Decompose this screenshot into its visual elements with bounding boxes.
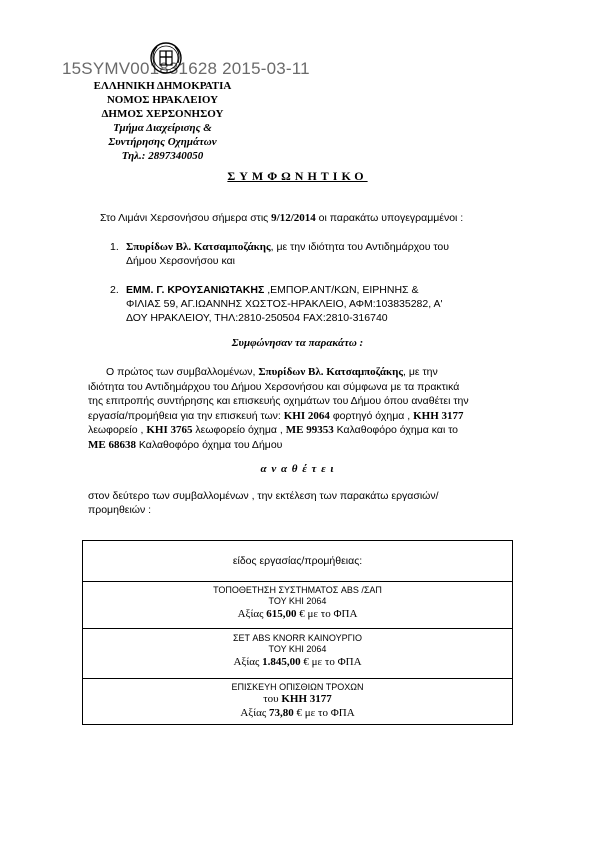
- letterhead: [60, 79, 265, 163]
- value-suffix: € με το ΦΠΑ: [293, 707, 355, 719]
- vehicle-plate: ΜΕ 68638: [88, 438, 136, 451]
- header-phone: Τηλ.: 2897340050: [121, 150, 204, 162]
- vehicle-plate: ΚΗΙ 3765: [146, 424, 193, 436]
- intro-text: Στο Λιμάνι Χερσονήσου σήμερα στις: [100, 212, 272, 224]
- value-amount: 1.845,00: [262, 656, 301, 668]
- header-department-2: Συντήρησης Οχημάτων: [108, 136, 217, 148]
- body-text: , με την: [402, 366, 438, 378]
- party-1-line2: Δήμου Χερσονήσου και: [126, 255, 235, 267]
- party-2-details: ,ΕΜΠΟΡ.ΑΝΤ/ΚΩΝ, ΕΙΡΗΝΗΣ &: [264, 284, 419, 296]
- body-line-3: της επιτροπής συντήρησης και επισκευής οχημάτων του Δήμου όπου αναθέτει την: [88, 395, 469, 407]
- value-suffix: € με το ΦΠΑ: [296, 608, 358, 620]
- body-line-5: [88, 423, 508, 438]
- header-prefecture: ΝΟΜΟΣ ΗΡΑΚΛΕΙΟΥ: [106, 94, 219, 106]
- item-vehicle: ΤΟΥ ΚΗΙ 2064: [268, 644, 327, 654]
- body-text: Καλαθοφόρο όχημα και το: [333, 424, 459, 436]
- value-amount: 73,80: [269, 707, 294, 719]
- body-line-6: [88, 438, 508, 453]
- table-row: [83, 582, 512, 629]
- party-2-name: ΕΜΜ. Γ. ΚΡΟΥΣΑΝΙΩΤΑΚΗΣ: [126, 284, 265, 296]
- vehicle-plate: ΚΗΗ 3177: [413, 409, 464, 422]
- body-line-1: [88, 365, 508, 380]
- item-description: ΕΠΙΣΚΕΥΗ ΟΠΙΣΘΙΩΝ ΤΡΟΧΩΝ: [231, 682, 364, 692]
- intro-line: [100, 212, 463, 224]
- assigns-line-1: στον δεύτερο των συμβαλλομένων , την εκτέλεση των παρακάτω εργασιών/: [88, 490, 439, 502]
- value-label: Αξίας: [233, 656, 263, 668]
- body-text: λεωφορείο όχημα ,: [192, 424, 286, 436]
- item-value: [83, 607, 512, 622]
- watermark-stamp: 15SYMV001831628 2015-03-11: [62, 59, 310, 78]
- party-1-line1: [126, 241, 449, 253]
- party-1-role: , με την ιδιότητα του Αντιδημάρχου του: [270, 241, 449, 253]
- party-2-number: 2.: [110, 284, 119, 296]
- party-2-line3: ΔΟΥ ΗΡΑΚΛΕΙΟΥ, ΤΗΛ:2810-250504 FAX:2810-316740: [126, 312, 388, 324]
- value-suffix: € με το ΦΠΑ: [300, 656, 362, 668]
- assigns-heading: α ν α θ έ τ ε ι: [260, 463, 335, 475]
- body-text: Καλαθοφόρο όχημα του Δήμου: [135, 438, 283, 451]
- body-text: εργασία/προμήθεια για την επισκευή των:: [88, 409, 284, 422]
- intro-date: 9/12/2014: [271, 212, 316, 224]
- header-country: ΕΛΛΗΝΙΚΗ ΔΗΜΟΚΡΑΤΙΑ: [93, 80, 232, 92]
- party-1-number: 1.: [110, 241, 119, 253]
- party-2-line2: ΦΙΛΙΑΣ 59, ΑΓ.ΙΩΑΝΝΗΣ ΧΩΣΤΟΣ-ΗΡΑΚΛΕΙΟ, ΑΦΜ:103835282, Α': [126, 298, 443, 310]
- party-1-name: Σπυρίδων Βλ. Κατσαμποζάκης: [126, 241, 271, 253]
- greek-emblem-icon: [149, 41, 183, 75]
- table-header: είδος εργασίας/προμήθειας:: [83, 541, 512, 582]
- vehicle-plate: ΜΕ 99353: [285, 424, 334, 436]
- body-person-name: Σπυρίδων Βλ. Κατσαμποζάκης: [258, 366, 403, 378]
- item-value: [83, 655, 512, 670]
- body-line-2: ιδιότητα του Αντιδημάρχου του Δήμου Χερσονήσου και σύμφωνα με τα πρακτικά: [88, 380, 460, 393]
- intro-text-end: οι παρακάτω υπογεγραμμένοι :: [315, 212, 464, 224]
- body-text: Ο πρώτος των συμβαλλομένων,: [106, 366, 259, 378]
- item-description: ΣΕΤ ABS KNORR ΚΑΙΝΟΥΡΓΙΟ: [232, 633, 363, 643]
- body-paragraph: [88, 365, 508, 452]
- table-row: [83, 629, 512, 679]
- vehicle-plate: ΚΗΙ 2064: [283, 409, 330, 422]
- header-municipality: ΔΗΜΟΣ ΧΕΡΣΟΝΗΣΟΥ: [101, 108, 224, 120]
- body-text: λεωφορείο ,: [88, 424, 147, 436]
- table-row: [83, 679, 512, 724]
- assigns-line-2: προμηθειών :: [88, 504, 152, 516]
- item-vehicle: [83, 693, 512, 706]
- item-vehicle: ΤΟΥ ΚΗΙ 2064: [268, 596, 327, 606]
- vehicle-plate: ΚΗΗ 3177: [281, 693, 332, 705]
- header-department: Τμήμα Διαχείρισης &: [113, 122, 212, 134]
- agreed-heading: Συμφώνησαν τα παρακάτω :: [231, 337, 364, 349]
- item-value: [83, 706, 512, 721]
- vehicle-prefix: του: [263, 693, 282, 705]
- value-amount: 615,00: [266, 608, 297, 620]
- item-description: ΤΟΠΟΘΕΤΗΣΗ ΣΥΣΤΗΜΑΤΟΣ ABS /ΣΑΠ: [213, 585, 382, 595]
- value-label: Αξίας: [237, 608, 267, 620]
- body-line-4: [88, 409, 508, 424]
- party-2-line1: [126, 284, 418, 296]
- work-items-table: [82, 540, 513, 725]
- body-text: φορτηγό όχημα ,: [329, 409, 414, 422]
- document-title: ΣΥΜΦΩΝΗΤΙΚΟ: [227, 169, 368, 183]
- value-label: Αξίας: [240, 707, 270, 719]
